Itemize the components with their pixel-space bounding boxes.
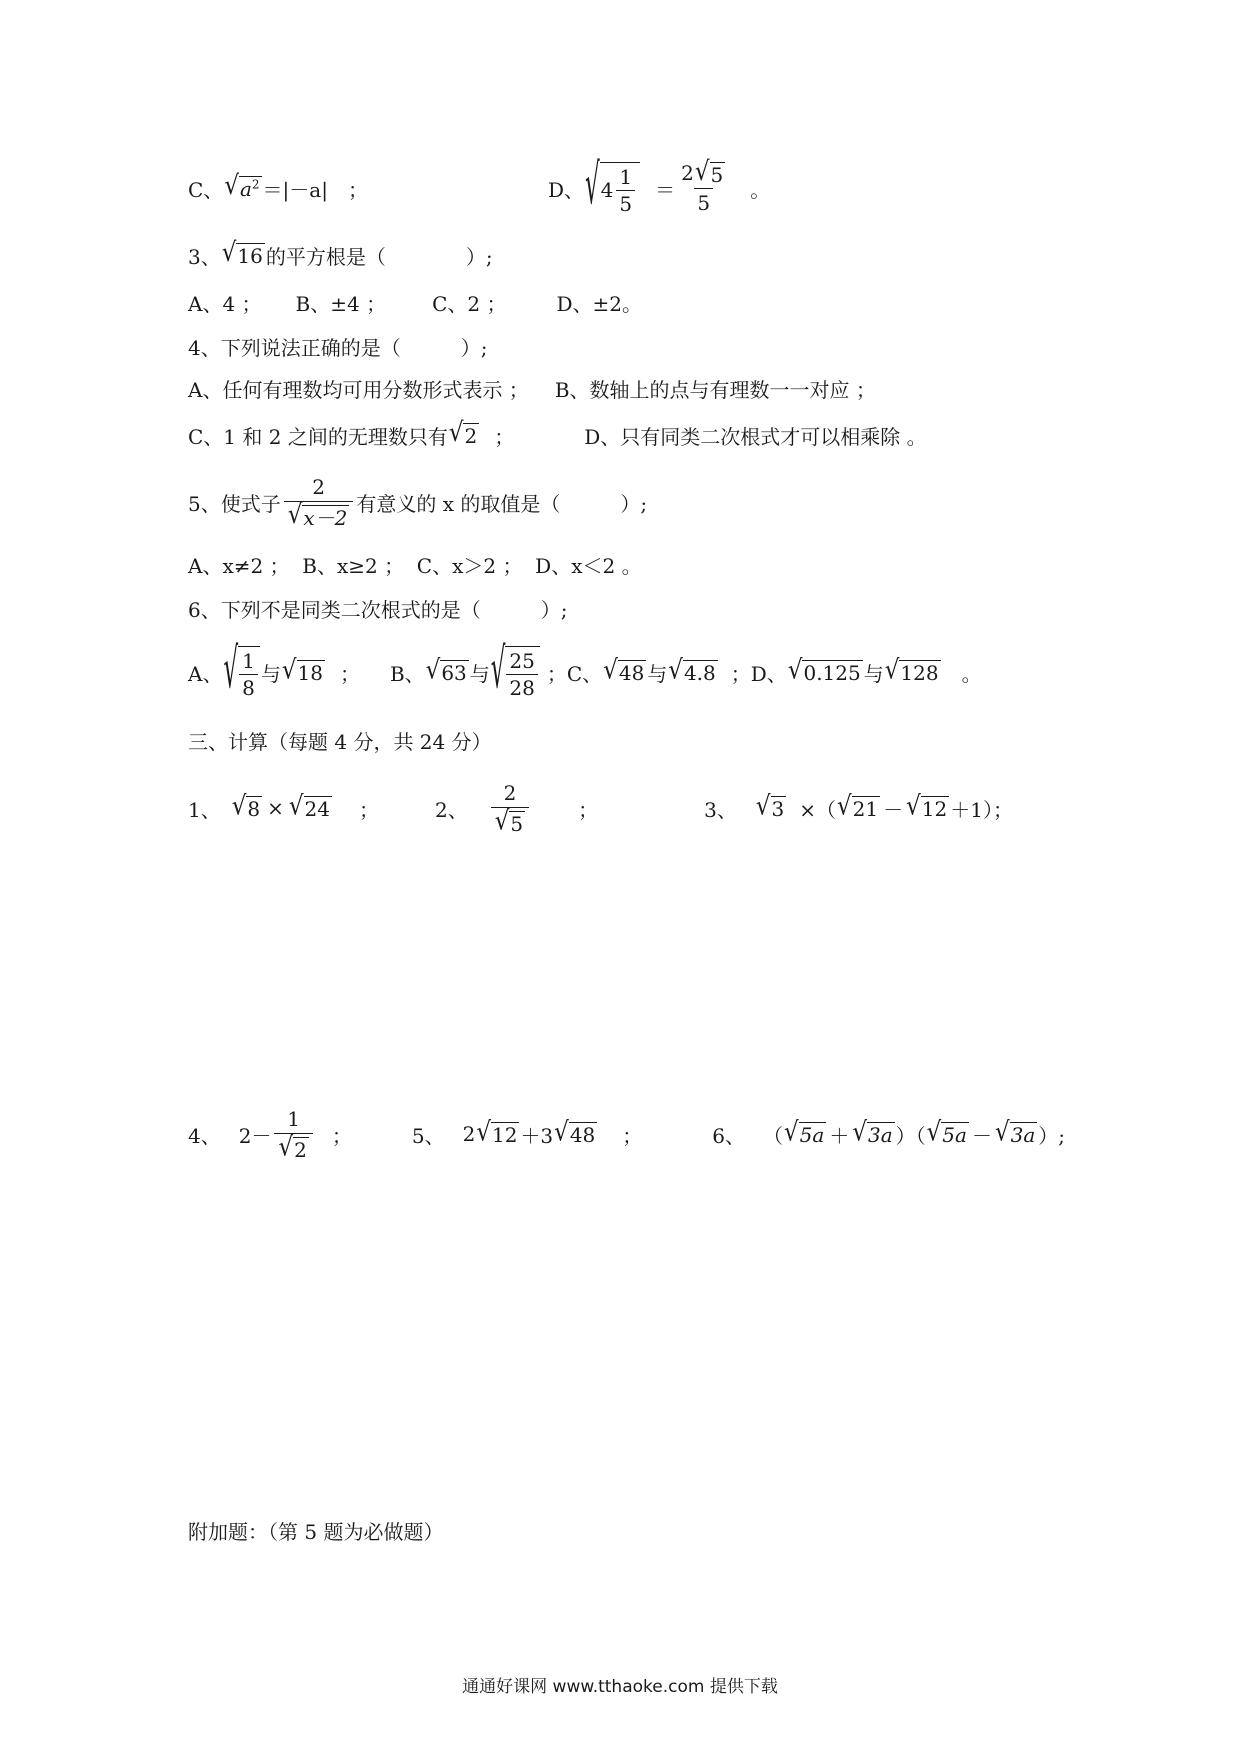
calc1-sqrt2: √ 24	[288, 791, 330, 822]
q2-d-result: 2 √ 5 5	[681, 157, 724, 216]
q4-options-ab	[188, 368, 876, 408]
q6-a-den: 8	[239, 674, 258, 699]
calc3-r3: 12	[921, 797, 948, 821]
q3-option-c: C、2 ；	[432, 291, 507, 316]
calc5-r1: 12	[491, 1123, 518, 1147]
calc6-open: （	[763, 1123, 784, 1148]
calc6-sqrt4: √ 3a	[994, 1117, 1036, 1148]
q4-option-c-pre: C、1 和 2 之间的无理数只有	[188, 424, 448, 449]
q4-c-sqrt: √ 2	[448, 418, 478, 449]
q6-c-sqrt1: √ 48	[603, 655, 645, 686]
page-footer	[0, 1672, 1240, 1697]
calc-row-1	[188, 772, 1013, 844]
q5-stem	[188, 466, 647, 538]
q6-d-sqrt1: √ 0.125	[787, 655, 861, 686]
q6-sep-2: ；	[546, 661, 567, 686]
calc2-fraction: 2 √ 5	[491, 781, 529, 836]
calc3-r2: 21	[852, 797, 879, 821]
q2-d-end: 。	[750, 177, 771, 202]
calc4-pre: 2－	[238, 1123, 272, 1148]
q6-b-den: 28	[506, 674, 537, 699]
calc3-minus: －	[883, 797, 904, 822]
q6-c-rad2: 4.8	[683, 661, 716, 685]
q4-option-a: A、任何有理数均可用分数形式表示 ；	[188, 377, 529, 402]
q5-options	[188, 544, 642, 584]
extra-title	[188, 1510, 443, 1550]
calc3-times: ×（	[799, 797, 837, 822]
calc4-fraction: 1 √ 2	[274, 1107, 312, 1162]
q6-c-yu: 与	[647, 661, 668, 686]
calc6-sqrt2: √ 3a	[852, 1117, 893, 1148]
calc2-semi: ；	[578, 797, 599, 822]
q5-fraction: 2 √ x－2	[284, 475, 354, 530]
calc3-tail: ＋1）；	[950, 797, 1013, 822]
calc1-r2: 24	[304, 797, 330, 821]
q2-c-label: C、	[188, 177, 224, 202]
calc4-number: 4、	[188, 1123, 221, 1148]
q2-d-num: 1	[619, 164, 633, 189]
q6-a-sqrt1: √ $\frac{1}{8}$	[223, 646, 259, 699]
q6-d-yu: 与	[863, 661, 884, 686]
q5-num: 2	[312, 474, 325, 499]
calc3-sqrt1: √ 3	[755, 791, 785, 822]
q2-d-eq: ＝	[655, 177, 676, 202]
q6-sep-3: ；	[730, 661, 751, 686]
calc5-semi: ；	[622, 1123, 643, 1148]
q6-stem-text: 6、下列不是同类二次根式的是（ ）;	[188, 597, 568, 622]
calc6-r2: 3a	[867, 1123, 893, 1147]
calc6-number: 6、	[712, 1123, 746, 1148]
calc4-semi: ；	[331, 1123, 352, 1148]
calc1-times: ×	[267, 796, 284, 820]
calc4-rad: 2	[294, 1138, 307, 1163]
q6-a-rad2: 18	[297, 661, 323, 685]
q3-radicand: 16	[237, 244, 263, 268]
q3-options	[188, 282, 642, 322]
q6-b-rad1: 63	[441, 661, 467, 685]
q4-stem-text: 4、下列说法正确的是（ ）;	[188, 335, 488, 360]
q6-d-label: D、	[750, 661, 787, 686]
calc6-r4: 3a	[1010, 1123, 1036, 1147]
calc3-sqrt2: √ 21	[837, 791, 879, 822]
section-3-title-text: 三、计算（每题 4 分，共 24 分）	[188, 729, 492, 754]
calc6-plus: ＋	[829, 1123, 850, 1148]
q6-a-num: 1	[242, 648, 255, 673]
calc3-sqrt3: √ 12	[906, 791, 948, 822]
calc6-close: ）;	[1038, 1123, 1066, 1148]
q4-option-b: B、数轴上的点与有理数一一对应 ；	[554, 377, 876, 402]
q2-d-rden: 5	[694, 188, 713, 215]
q5-options-text: A、x≠2 ； B、x≥2 ； C、x＞2 ； D、x＜2 。	[188, 553, 642, 578]
q6-a-sqrt2: √ 18	[281, 655, 323, 686]
q3-sqrt: √ 16	[221, 238, 263, 269]
calc3-r1: 3	[771, 797, 785, 821]
extra-title-text: 附加题：（第 5 题为必做题）	[188, 1519, 444, 1544]
calc6-r3: 5a	[942, 1123, 967, 1147]
q3-option-b: B、±4 ；	[295, 291, 387, 316]
calc6-sqrt1: √ 5a	[784, 1117, 825, 1148]
q6-a-yu: 与	[260, 661, 281, 686]
calc5-r2: 48	[569, 1123, 596, 1147]
q6-b-sqrt1: √ 63	[425, 655, 467, 686]
calc6-mid: ）（	[895, 1123, 926, 1148]
q6-c-sqrt2: √ 4.8	[668, 655, 716, 686]
q3-text: 的平方根是（ ）;	[265, 244, 493, 269]
q6-b-num: 25	[509, 648, 535, 673]
q6-a-label: A、	[188, 661, 223, 686]
q4-option-c-post: ；	[494, 424, 515, 449]
q6-d-rad1: 0.125	[803, 661, 861, 685]
q2-d-den: 5	[616, 190, 635, 215]
q5-post: 有意义的 x 的取值是（ ）;	[356, 491, 648, 516]
calc3-number: 3、	[704, 797, 737, 822]
calc4-num: 1	[287, 1106, 301, 1131]
q6-end: 。	[961, 661, 982, 686]
calc6-minus: －	[971, 1123, 992, 1148]
section-3-title	[188, 720, 492, 760]
q6-b-label: B、	[389, 661, 425, 686]
q2-d-whole: 4	[600, 178, 614, 202]
q6-d-rad2: 128	[900, 661, 939, 685]
q4-stem	[188, 326, 487, 366]
q3-stem	[188, 232, 493, 278]
q6-b-yu: 与	[469, 661, 490, 686]
q2-d-sqrt: √ 4 $\frac{1}{5}$	[585, 162, 640, 215]
calc1-number: 1、	[188, 797, 221, 822]
calc1-semi: ；	[359, 797, 379, 822]
q6-stem	[188, 588, 567, 628]
footer-text: 通通好课网 www.tthaoke.com 提供下载	[462, 1677, 778, 1697]
q6-d-sqrt2: √ 128	[884, 655, 939, 686]
calc2-number: 2、	[435, 797, 468, 822]
q3-number: 3、	[188, 244, 221, 269]
q3-option-a: A、4 ；	[188, 291, 262, 316]
q6-c-rad1: 48	[618, 661, 645, 685]
calc5-c1: 2	[462, 1122, 476, 1146]
calc6-sqrt3: √ 5a	[926, 1117, 967, 1148]
calc1-r1: 8	[247, 797, 261, 821]
calc5-plus: ＋3	[520, 1123, 554, 1148]
calc5-number: 5、	[411, 1123, 445, 1148]
q6-b-sqrt2: √ $\frac{25}{28}$	[491, 646, 540, 699]
q2-d-rnum-rad: 5	[710, 163, 724, 188]
calc5-sqrt2: √ 48	[554, 1117, 596, 1148]
q4-c-radicand: 2	[464, 424, 478, 448]
q2-d-label: D、	[547, 177, 584, 202]
q6-sep-1: ；	[339, 661, 360, 686]
q6-c-label: C、	[566, 661, 603, 686]
calc6-r1: 5a	[799, 1123, 825, 1147]
calc1-sqrt1: √ 8	[231, 791, 261, 822]
q2-c-radicand: a	[239, 177, 252, 201]
q4-option-d: D、只有同类二次根式才可以相乘除 。	[584, 424, 927, 449]
q5-pre: 5、使式子	[188, 491, 281, 516]
q4-options-cd	[188, 412, 927, 458]
calc2-num: 2	[503, 780, 517, 805]
calc5-sqrt1: √ 12	[476, 1117, 518, 1148]
q2-c-sqrt: √ $a^2$	[224, 171, 260, 202]
q5-den-radicand: x－2	[303, 506, 348, 531]
q3-option-d: D、±2。	[556, 291, 642, 316]
q6-options	[188, 632, 982, 712]
q2-d-rnum-coef: 2	[681, 160, 694, 185]
q2-c-exp: 2	[251, 177, 260, 192]
q2-c-rest: ＝|－a| ；	[262, 177, 368, 202]
calc-row-2	[188, 1098, 1065, 1170]
q2-options-row	[188, 154, 771, 218]
calc2-rad: 5	[510, 812, 524, 837]
